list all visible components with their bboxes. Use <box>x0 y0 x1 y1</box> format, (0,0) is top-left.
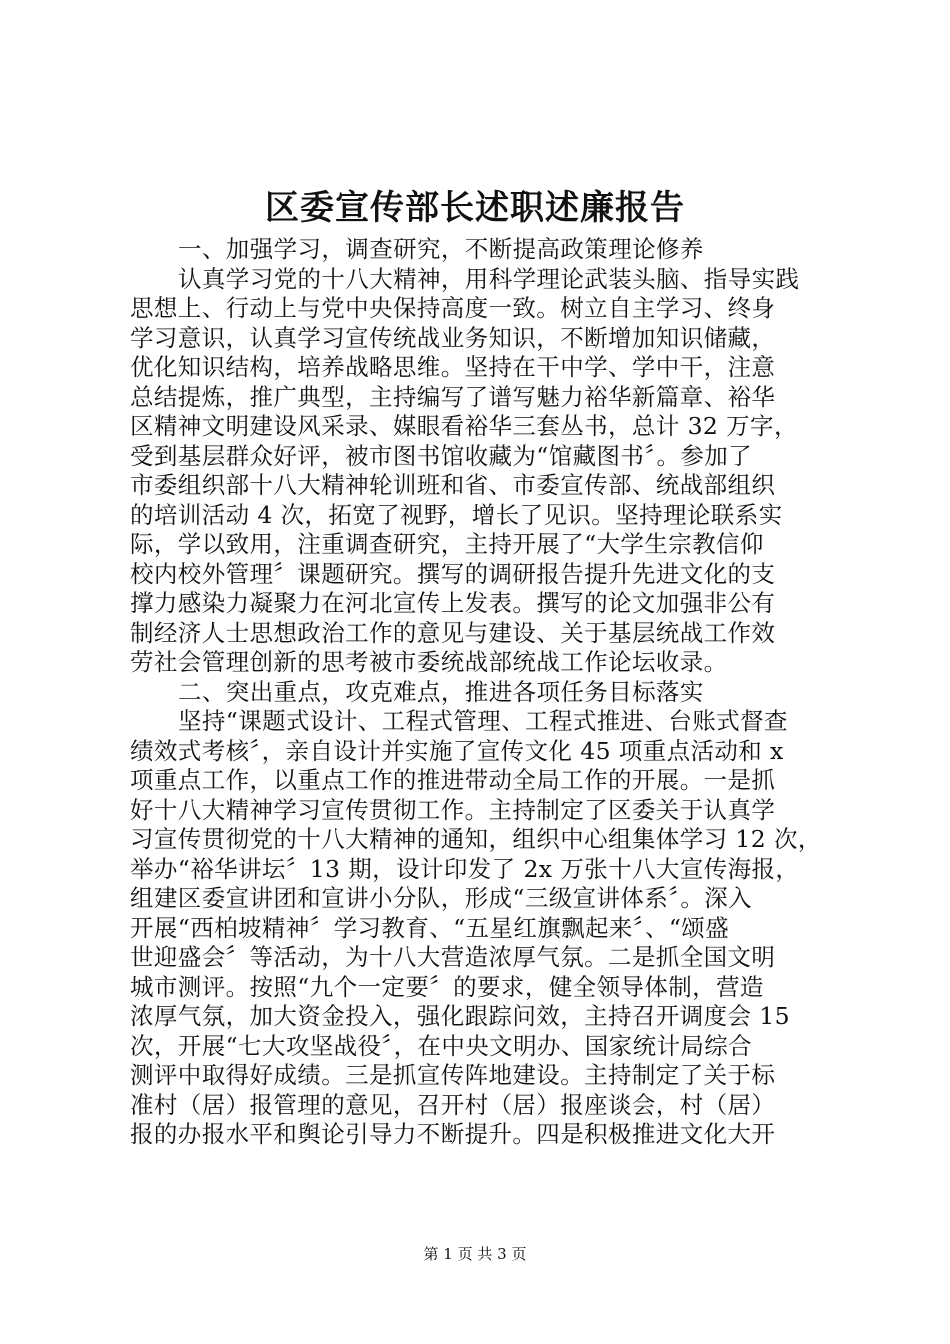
paragraph-line: 世迎盛会〞等活动，为十八大营造浓厚气氛。二是抓全国文明 <box>130 943 776 971</box>
paragraph-line: 开展“西柏坡精神〞学习教育、“五星红旗飘起来〞、“颂盛 <box>130 913 730 942</box>
paragraph-line: 的培训活动 4 次，拓宽了视野，增长了见识。坚持理论联系实 <box>130 500 783 529</box>
paragraph-line: 组建区委宣讲团和宣讲小分队，形成“三级宣讲体系〞。深入 <box>130 884 753 912</box>
paragraph-line: 习宣传贯彻党的十八大精神的通知，组织中心组集体学习 12 次， <box>130 825 822 853</box>
paragraph-line: 优化知识结构，培养战略思维。坚持在干中学、学中干，注意 <box>130 353 776 381</box>
paragraph-line: 劳社会管理创新的思考被市委统战部统战工作论坛收录。 <box>130 648 728 676</box>
document-body <box>130 235 830 1150</box>
paragraph-line: 项重点工作，以重点工作的推进带动全局工作的开展。一是抓 <box>130 766 776 794</box>
paragraph-line: 总结提炼，推广典型，主持编写了谱写魅力裕华新篇章、裕华 <box>130 382 776 411</box>
paragraph-line: 举办“裕华讲坛〞13 期，设计印发了 2x 万张十八大宣传海报， <box>130 854 800 883</box>
paragraph-line: 好十八大精神学习宣传贯彻工作。主持制定了区委关于认真学 <box>130 795 776 824</box>
paragraph-line: 报的办报水平和舆论引导力不断提升。四是积极推进文化大开 <box>130 1120 776 1148</box>
paragraph-line: 校内校外管理〞课题研究。撰写的调研报告提升先进文化的支 <box>130 559 776 588</box>
paragraph-line: 思想上、行动上与党中央保持高度一致。树立自主学习、终身 <box>130 294 776 322</box>
paragraph-line: 制经济人士思想政治工作的意见与建设、关于基层统战工作效 <box>130 618 776 647</box>
paragraph-line: 城市测评。按照“九个一定要〞的要求，健全领导体制，营造 <box>130 972 764 1001</box>
paragraph-line: 准村（居）报管理的意见，召开村（居）报座谈会，村（居） <box>130 1090 776 1119</box>
paragraph-line: 撑力感染力凝聚力在河北宣传上发表。撰写的论文加强非公有 <box>130 589 776 617</box>
paragraph-line: 坚持“课题式设计、工程式管理、工程式推进、台账式督查 <box>178 707 788 735</box>
section-heading-1: 一、加强学习，调查研究，不断提高政策理论修养 <box>178 235 704 263</box>
paragraph-line: 认真学习党的十八大精神，用科学理论武装头脑、指导实践 <box>178 264 800 293</box>
paragraph-line: 测评中取得好成绩。三是抓宣传阵地建设。主持制定了关于标 <box>130 1061 776 1089</box>
section-heading-2: 二、突出重点，攻克难点，推进各项任务目标落实 <box>178 677 704 706</box>
page-footer: 第 1 页 共 3 页 <box>423 1245 527 1263</box>
paragraph-line: 际，学以致用，注重调查研究，主持开展了“大学生宗教信仰 <box>130 530 764 558</box>
paragraph-line: 市委组织部十八大精神轮训班和省、市委宣传部、统战部组织 <box>130 471 776 499</box>
paragraph-line: 受到基层群众好评，被市图书馆收藏为“馆藏图书〞。参加了 <box>130 441 753 470</box>
paragraph-line: 浓厚气氛，加大资金投入，强化跟踪问效，主持召开调度会 15 <box>130 1002 790 1030</box>
paragraph-line: 绩效式考核〞，亲自设计并实施了宣传文化 45 项重点活动和 x <box>130 736 784 765</box>
paragraph-line: 学习意识，认真学习宣传统战业务知识，不断增加知识储藏， <box>130 323 776 352</box>
document-title: 区委宣传部长述职述廉报告 <box>265 188 685 228</box>
paragraph-line: 次，开展“七大攻坚战役〞，在中央文明办、国家统计局综合 <box>130 1031 753 1060</box>
paragraph-line: 区精神文明建设风采录、媒眼看裕华三套丛书，总计 32 万字， <box>130 412 798 440</box>
